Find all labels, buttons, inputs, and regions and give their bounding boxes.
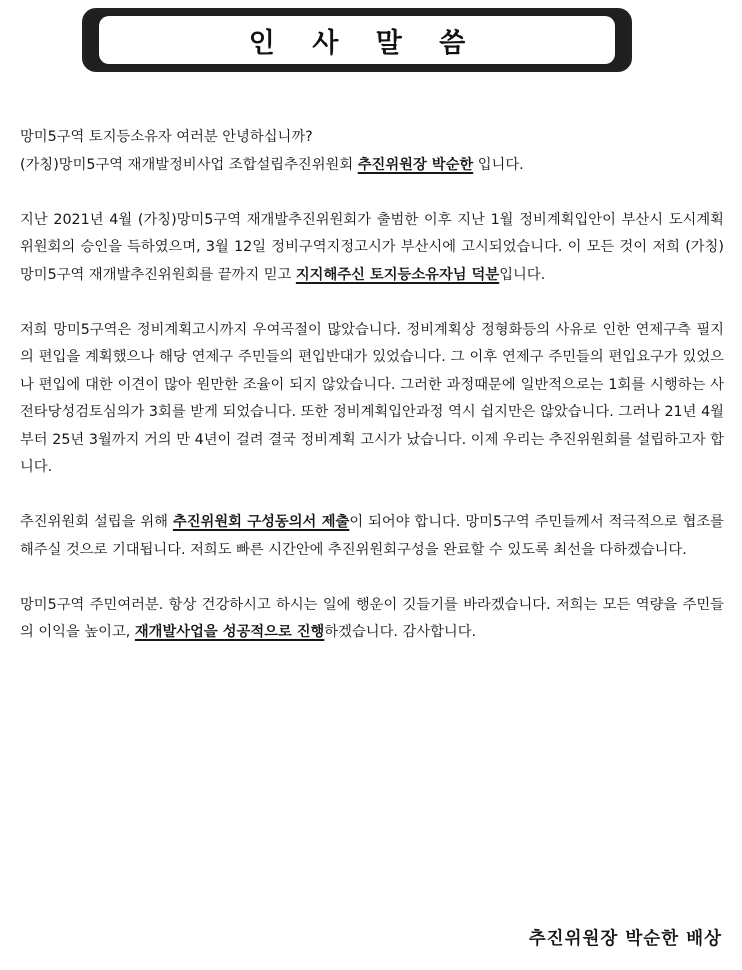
greeting-line: 망미5구역 토지등소유자 여러분 안녕하십니까? (20, 129, 313, 145)
introduction-ending: 입니다. (473, 156, 524, 173)
introduction-text: (가칭)망미5구역 재개발정비사업 조합설립추진위원회 (20, 156, 358, 173)
closing-paragraph (20, 592, 724, 647)
chairman-highlight: 추진위원장 박순한 (357, 156, 474, 173)
request-paragraph (20, 509, 724, 564)
background-paragraph (20, 317, 724, 482)
title-banner-inner (99, 16, 615, 64)
history-text: 지난 2021년 4월 (가칭)망미5구역 재개발추진위원회가 출범한 이후 지난 1월 정비계획입안이 부산시 도시계획위원회의 승인을 득하였으며, 3월 12일 정비구역지정고시가 부산시에 고시되었습니다. 이 모든 것이 저희 (가칭)망미5구역 재개발추진위원회를 끝까지 믿고 (20, 211, 724, 283)
request-ending: 이 되어야 합니다. 망미5구역 주민들께서 적극적으로 협조를 해주실 것으로 기대됩니다. 저희도 빠른 시간안에 추진위원회구성을 완료할 수 있도록 최선을 다하겠습니다. (20, 514, 724, 558)
history-ending: 입니다. (499, 266, 546, 283)
signature: 추진위원장 박순한 배상 (528, 929, 722, 949)
document-title: 인 사 말 씀 (248, 27, 480, 59)
closing-text: 망미5구역 주민여러분. 항상 건강하시고 하시는 일에 행운이 깃들기를 바라겠습니다. 저희는 모든 역량을 주민들의 이익을 높이고, (20, 596, 724, 640)
closing-ending: 하겠습니다. 감사합니다. (324, 624, 477, 640)
project-success-highlight: 재개발사업을 성공적으로 진행 (134, 624, 325, 640)
greeting-paragraph (20, 124, 724, 179)
background-text: 저희 망미5구역은 정비계획고시까지 우여곡절이 많았습니다. 정비계획상 정형화등의 사유로 인한 연제구측 필지의 편입을 계획했으나 해당 연제구 주민들의 편입반대가 있었습니다. 그 이후 연제구 주민들의 편입요구가 있었으나 편입에 대한 이견이 많아 원만한 조율이 되지 않았습니다. 그러한 과정때문에 일반적으로는 1회를 시행하는 사전타당성검토심의가 3회를 받게 되었습니다. 또한 정비계획입안과정 역시 쉽지만은 않았습니다. 그러나 21년 4월부터 25년 3월까지 거의 만 4년이 걸려 결국 정비계획 고시가 났습니다. 이제 우리는 추진위원회를 설립하고자 합니다. (20, 321, 724, 475)
history-paragraph (20, 207, 724, 290)
consent-submission-highlight: 추진위원회 구성동의서 제출 (172, 514, 350, 530)
thanks-highlight: 지지해주신 토지등소유자님 덕분 (295, 266, 500, 283)
letter-body (20, 124, 724, 674)
title-banner (82, 8, 632, 72)
request-text: 추진위원회 설립을 위해 (20, 514, 173, 530)
